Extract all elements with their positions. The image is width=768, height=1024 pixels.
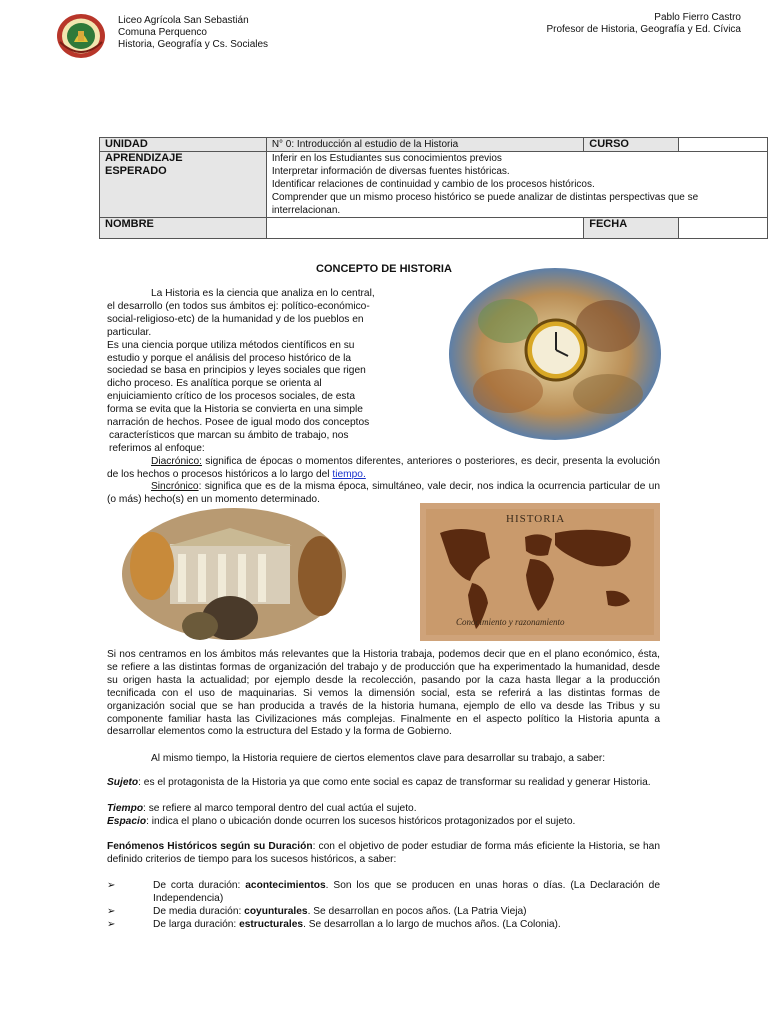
intro-paragraph — [107, 288, 407, 456]
sujeto-term: Sujeto — [107, 777, 139, 788]
diacronico-text: significa de épocas o momentos diferentes, anteriores o posteriores, es decir, presenta la evolución de los hechos o procesos históricos a lo largo del — [107, 456, 660, 480]
aprendizaje-item: Comprender que un mismo proceso histórico se puede analizar de distintas perspectivas que se — [271, 192, 699, 203]
school-name: Liceo Agrícola San Sebastián — [118, 15, 249, 26]
intro-line: Es una ciencia porque utiliza métodos científicos en su — [107, 339, 355, 351]
fecha-label: FECHA — [584, 218, 679, 239]
tiempo-text: : se refiere al marco temporal dentro del cual actúa el sujeto. — [143, 803, 417, 814]
intro-line: característicos que marcan su ámbito de trabajo, nos — [109, 429, 349, 441]
unidad-row — [100, 138, 768, 152]
list-item: ➢ De corta duración: acontecimientos. Son los que se producen en unas horas o días. (La Declaración de Independencia) — [107, 880, 660, 904]
bullet-term: acontecimientos — [245, 880, 326, 891]
curso-label: CURSO — [584, 138, 679, 152]
map-caption: Conocimiento y razonamiento — [456, 617, 565, 627]
aprendizaje-item: interrelacionan. — [271, 205, 341, 216]
subject-name: Historia, Geografía y Cs. Sociales — [118, 39, 269, 50]
espacio-text: : indica el plano o ubicación donde ocurren los sucesos históricos protagonizados por el sujeto. — [146, 816, 576, 827]
espacio-term: Espacio — [107, 816, 147, 827]
civilizations-image — [120, 506, 348, 642]
teacher-role: Profesor de Historia, Geografía y Ed. Cívica — [546, 24, 741, 35]
duration-list-2 — [107, 906, 660, 932]
school-seal-icon — [56, 12, 106, 60]
diacronico-term: Diacrónico: — [151, 456, 202, 467]
arrow-bullet-icon: ➢ — [107, 880, 116, 891]
aprendizaje-item: Inferir en los Estudiantes sus conocimientos previos — [271, 153, 502, 164]
aprendizaje-row — [100, 152, 768, 218]
fenomenos-paragraph — [107, 841, 660, 867]
fenomenos-term: Fenómenos Históricos según su Duración — [107, 841, 313, 852]
header-left — [118, 15, 268, 51]
aprendizaje-label: APRENDIZAJE ESPERADO — [100, 152, 267, 218]
elementos-intro: Al mismo tiempo, la Historia requiere de ciertos elementos clave para desarrollar su trabajo, a saber: — [151, 753, 606, 764]
sujeto-paragraph — [107, 777, 660, 790]
aprendizaje-list — [266, 152, 767, 218]
fecha-field[interactable] — [679, 218, 768, 239]
unidad-label: UNIDAD — [100, 138, 267, 152]
aprendizaje-item: Interpretar información de diversas fuentes históricas. — [271, 166, 510, 177]
ambitos-paragraph: Si nos centramos en los ámbitos más relevantes que la Historia trabaja, podemos decir que en el plano económico, ésta, se refiere a las distintas formas de organización del trabajo y de producción que ha experimentado la humanidad, desde su origen hasta la actualidad; por ejemplo desde la recolección, pasando por la caza hasta llegar a la producción tecnificada con el uso de maquinarias. Si vemos la dimensión social, esta se referirá a las distintas formas de organización social que se han producida a través de la historia humana, ejemplo de ello va desde las Tribus y su componente familiar hasta las Civilizaciones más complejas. Finalmente en el aspecto político la Historia apunta a desarrollar elementos como la estructura del Estado y la forma de Gobierno. — [107, 649, 660, 738]
section-title: CONCEPTO DE HISTORIA — [316, 263, 452, 275]
header-right — [546, 12, 741, 36]
tiempo-link[interactable]: tiempo. — [332, 468, 366, 480]
commune-name: Comuna Perquenco — [118, 27, 207, 38]
school-logo — [56, 12, 106, 60]
nombre-field[interactable] — [266, 218, 583, 239]
unidad-value: N° 0: Introducción al estudio de la Historia — [266, 138, 583, 152]
fenomenos-text: : con el objetivo de poder estudiar de forma más eficiente la Historia, se han definido criterios de tiempo para los sucesos históricos, a saber: — [107, 841, 660, 865]
sujeto-text: : es el protagonista de la Historia ya que como ente social es capaz de transformar su realidad y generar Historia. — [138, 777, 651, 788]
sincronico-term: Sincrónico — [151, 481, 199, 492]
intro-line: referimos al enfoque: — [109, 442, 205, 454]
history-collage-image — [448, 266, 663, 442]
teacher-name: Pablo Fierro Castro — [654, 12, 741, 23]
intro-line: particular. — [107, 326, 152, 338]
intro-line: dicho proceso. Es analítica porque se orienta al — [107, 378, 322, 390]
clock-icon — [526, 320, 586, 380]
intro-line: enjuiciamiento crítico de los procesos sociales, de esta — [107, 391, 356, 403]
tiempo-term: Tiempo — [107, 803, 144, 814]
map-title: HISTORIA — [506, 513, 566, 525]
list-item: ➢ De larga duración: estructurales. Se desarrollan a lo largo de muchos años. (La Colonia). — [107, 918, 561, 930]
intro-line: sociedad se basa en principios y leyes sociales que rigen — [107, 365, 366, 377]
espacio-paragraph — [107, 816, 660, 829]
arrow-bullet-icon: ➢ — [107, 906, 116, 917]
nombre-row — [100, 218, 768, 239]
world-map-image — [420, 503, 660, 641]
arrow-bullet-icon: ➢ — [107, 918, 116, 930]
intro-line: forma se evita que la Historia se convierta en una simple — [107, 404, 363, 416]
bullet-term: estructurales — [239, 918, 304, 930]
intro-line: La Historia es la ciencia que analiza en lo central, — [151, 288, 375, 299]
bullet-term: coyunturales — [244, 906, 308, 917]
curso-field[interactable] — [679, 138, 768, 152]
duration-list — [107, 880, 660, 906]
unit-info-table — [99, 137, 768, 239]
tiempo-paragraph — [107, 803, 660, 816]
list-item: ➢ De media duración: coyunturales. Se desarrollan en pocos años. (La Patria Vieja) — [107, 906, 527, 917]
sincronico-text: : significa que es de la misma época, simultáneo, vale decir, nos indica la ocurrencia particular de un (o más) hecho(s) en un momento determinado. — [107, 481, 660, 505]
aprendizaje-item: Identificar relaciones de continuidad y cambio de los procesos históricos. — [271, 179, 595, 190]
intro-line: narración de hechos. Posee de igual modo dos conceptos — [107, 417, 370, 429]
diacronico-paragraph — [107, 456, 660, 482]
nombre-label: NOMBRE — [100, 218, 267, 239]
intro-line: el desarrollo (en todos sus ámbitos ej: político-económico- — [107, 300, 370, 312]
intro-line: social-religioso-etc) de la humanidad y de los pueblos en — [107, 313, 364, 325]
intro-line: estudio y porque el análisis del proceso histórico de la — [107, 352, 352, 364]
